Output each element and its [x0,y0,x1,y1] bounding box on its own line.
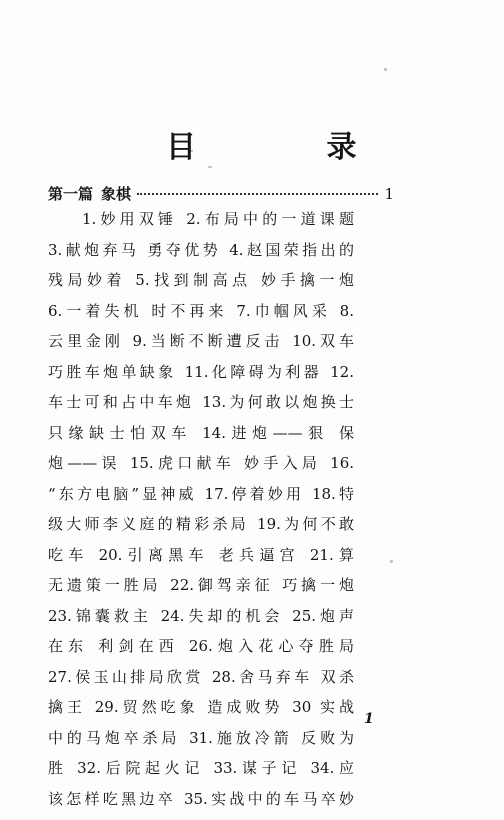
toc-line: 3.献炮弃马 勇夺优势 4.赵国荣指出的 [48,240,354,259]
toc-line: 车士可和占中车炮 13.为何敢以炮换士 [48,393,354,411]
toc-line: 胜 32.后院起火记 33.谋子记 34.应 [48,759,354,777]
toc-line: 云里金刚 9.当断不断遭反击 10.双车 [48,332,354,350]
toc-line: 6.一着失机 时不再来 7.巾帼风采 8. [48,301,354,320]
page-title: 目 录 [166,130,417,165]
scan-speck [384,68,387,71]
toc-line: 巧胜车炮单缺象 11.化障碍为利器 12. [48,362,354,381]
toc-line: “东方电脑”显神威 17.停着妙用 18.特 [48,484,354,503]
toc-line: 吃车 20.引离黑车 老兵逼宫 21.算 [48,545,354,564]
toc-line: 擒王 29.贸然吃象 造成败势 30 实战 [48,698,354,716]
toc-line: 无遗策一胜局 22.御驾亲征 巧擒一炮 [48,576,354,594]
toc-line: 炮——误 15.虎口献车 妙手入局 16. [48,454,354,472]
toc-line: 该怎样吃黑边卒 35.实战中的车马卒妙 [48,789,354,808]
toc-line: 27.侯玉山排局欣赏 28.舍马弃车 双杀 [48,667,354,686]
dot-leader [137,193,378,195]
toc-body [48,204,354,814]
part-label: 第一篇 [48,185,94,203]
toc-line: 残局妙着 5.找到制高点 妙手擒一炮 [48,271,354,289]
toc-line: 23.锦囊救主 24.失却的机会 25.炮声 [48,606,354,625]
toc-part-entry [48,183,394,205]
toc-line: 在东 利剑在西 26.炮入花心夺胜局 [48,637,354,655]
part-page-number: 1 [384,185,394,203]
toc-line: 1.妙用双锤 2.布局中的一道课题 [82,210,354,228]
scan-speck [390,560,393,563]
scan-speck [208,166,212,168]
part-name: 象棋 [101,185,132,203]
toc-line: 只缘缺士怕双车 14.进炮——狠 保 [48,423,354,442]
toc-line: 中的马炮卒杀局 31.施放冷箭 反败为 [48,728,354,747]
page-number: 1 [364,711,374,727]
toc-line: 级大师李义庭的精彩杀局 19.为何不敢 [48,515,354,533]
